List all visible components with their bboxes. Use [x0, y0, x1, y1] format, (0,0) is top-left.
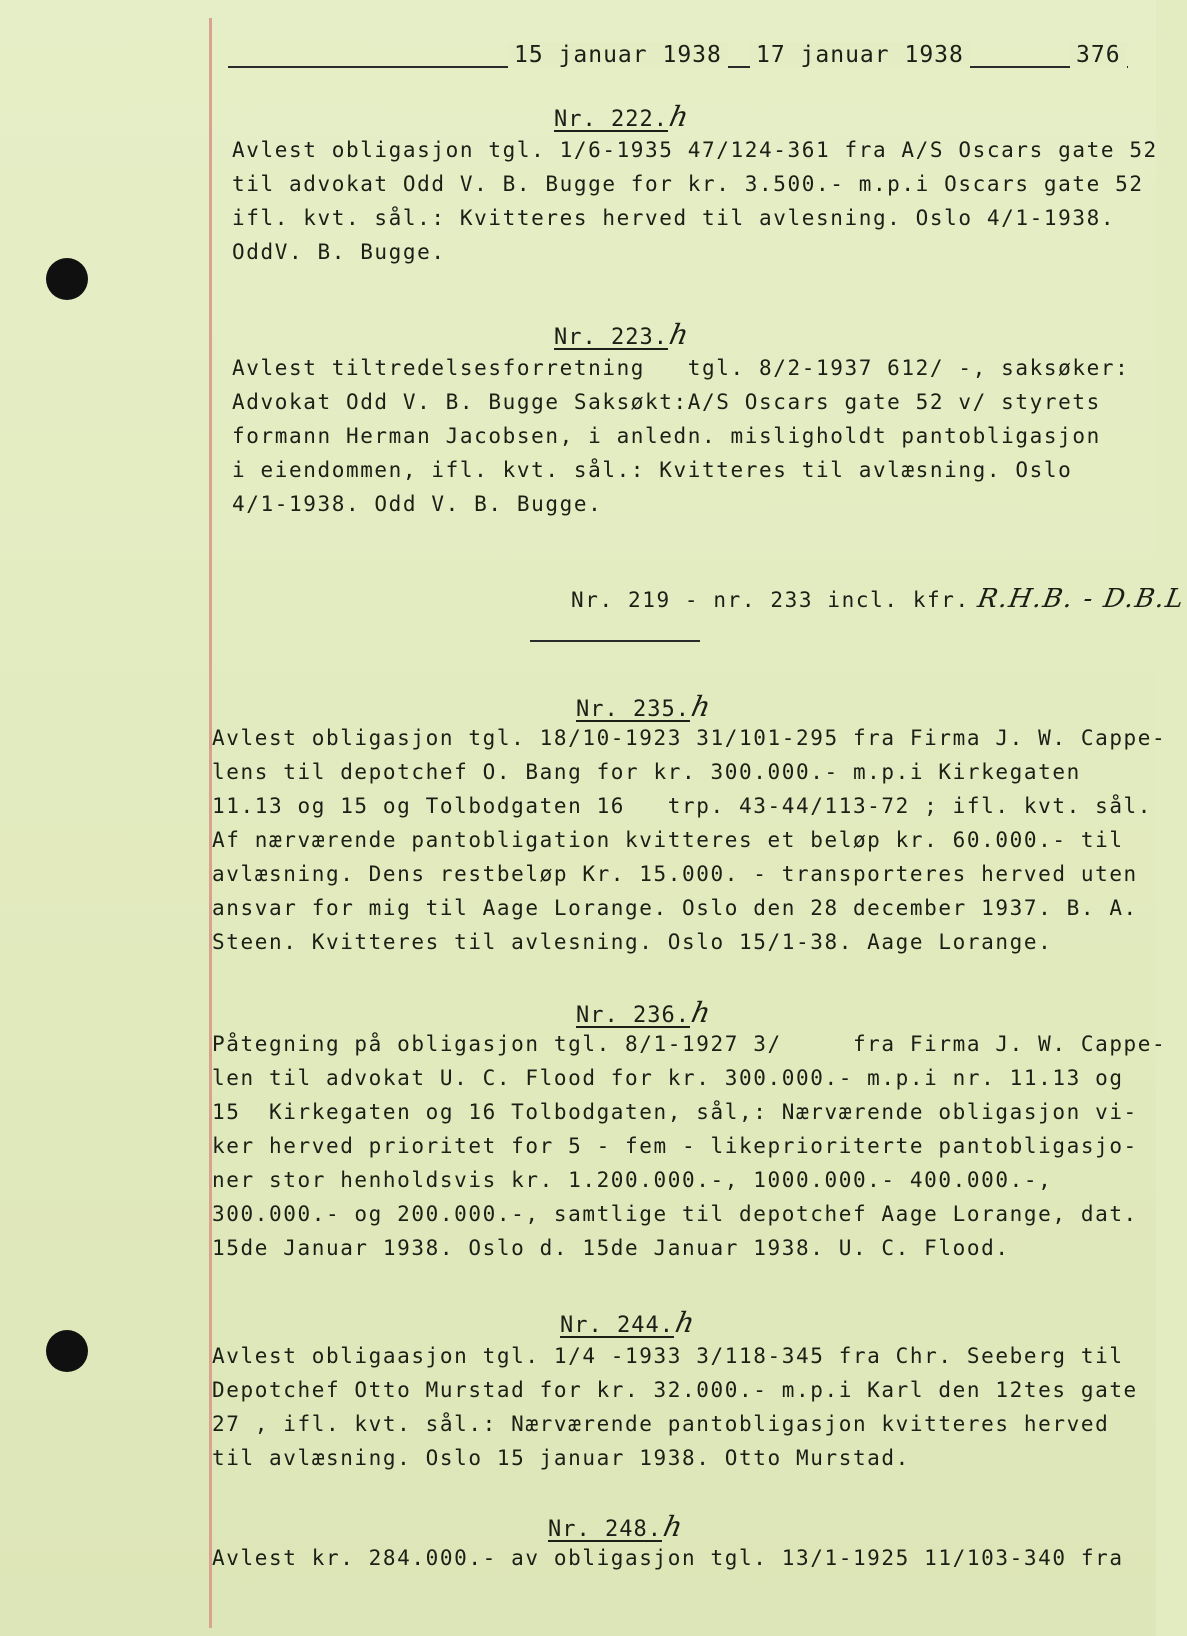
binder-hole-bottom	[46, 1330, 88, 1372]
entry-number-label: Nr. 236.	[576, 1003, 690, 1028]
entry-number	[576, 690, 715, 723]
entry-line: Avlest tiltredelsesforretning tgl. 8/2-1937 612/ -, saksøker:	[232, 356, 1130, 380]
entry-line: 300.000.- og 200.000.-, samtlige til depotchef Aage Lorange, dat.	[212, 1202, 1138, 1226]
entry-line: avlæsning. Dens restbeløp Kr. 15.000. - transporteres herved uten	[212, 862, 1138, 886]
entry-number	[576, 996, 715, 1029]
initials-mark: h	[672, 1306, 699, 1339]
initials-mark: h	[688, 996, 715, 1029]
entry-line: i eiendommen, ifl. kvt. sål.: Kvitteres til avlæsning. Oslo	[232, 458, 1073, 482]
entry-line: ansvar for mig til Aage Lorange. Oslo den 28 december 1937. B. A.	[212, 896, 1138, 920]
entry-line: len til advokat U. C. Flood for kr. 300.000.- m.p.i nr. 11.13 og	[212, 1066, 1124, 1090]
entry-line: OddV. B. Bugge.	[232, 240, 446, 264]
entry-number-label: Nr. 222.	[554, 107, 668, 132]
entry-number	[554, 318, 693, 351]
reference-note	[514, 560, 1187, 638]
entry-line: Depotchef Otto Murstad for kr. 32.000.- m.p.i Karl den 12tes gate	[212, 1378, 1138, 1402]
entry-number-label: Nr. 244.	[560, 1313, 674, 1338]
entry-number	[554, 100, 693, 133]
entry-line: ker herved prioritet for 5 - fem - likeprioriterte pantobligasjo-	[212, 1134, 1138, 1158]
entry-line: til advokat Odd V. B. Bugge for kr. 3.500.- m.p.i Oscars gate 52	[232, 172, 1144, 196]
handwritten-signature: R.H.B. - D.B.L	[975, 584, 1187, 614]
entry-number-label: Nr. 223.	[554, 325, 668, 350]
entry-line: Avlest kr. 284.000.- av obligasjon tgl. 13/1-1925 11/103-340 fra	[212, 1546, 1124, 1570]
entry-line: lens til depotchef O. Bang for kr. 300.000.- m.p.i Kirkegaten	[212, 760, 1081, 784]
header-date-left: 15 januar 1938	[508, 42, 728, 68]
entry-line: 11.13 og 15 og Tolbodgaten 16 trp. 43-44/113-72 ; ifl. kvt. sål.	[212, 794, 1153, 818]
entry-line: Avlest obligaasjon tgl. 1/4 -1933 3/118-345 fra Chr. Seeberg til	[212, 1344, 1124, 1368]
entry-line: Advokat Odd V. B. Bugge Saksøkt:A/S Oscars gate 52 v/ styrets	[232, 390, 1101, 414]
entry-number	[560, 1306, 699, 1339]
initials-mark: h	[660, 1510, 687, 1543]
entry-line: Steen. Kvitteres til avlesning. Oslo 15/1-38. Aage Lorange.	[212, 930, 1053, 954]
entry-line: Avlest obligasjon tgl. 1/6-1935 47/124-361 fra A/S Oscars gate 52	[232, 138, 1158, 162]
entry-number	[548, 1510, 687, 1543]
entry-line: 15de Januar 1938. Oslo d. 15de Januar 1938. U. C. Flood.	[212, 1236, 1010, 1260]
entry-line: ifl. kvt. sål.: Kvitteres herved til avlesning. Oslo 4/1-1938.	[232, 206, 1116, 230]
page-number: 376	[1070, 42, 1127, 68]
initials-mark: h	[666, 100, 693, 133]
initials-mark: h	[666, 318, 693, 351]
reference-note-text: Nr. 219 - nr. 233 incl. kfr.	[570, 588, 970, 612]
initials-mark: h	[688, 690, 715, 723]
header-date-right: 17 januar 1938	[750, 42, 970, 68]
entry-line: formann Herman Jacobsen, i anledn. misligholdt pantobligasjon	[232, 424, 1101, 448]
section-separator	[530, 640, 700, 642]
binder-hole-top	[46, 258, 88, 300]
entry-line: 27 , ifl. kvt. sål.: Nærværende pantobligasjon kvitteres herved	[212, 1412, 1110, 1436]
entry-line: ner stor henholdsvis kr. 1.200.000.-, 1000.000.- 400.000.-,	[212, 1168, 1053, 1192]
entry-line: 15 Kirkegaten og 16 Tolbodgaten, sål,: Nærværende obligasjon vi-	[212, 1100, 1138, 1124]
entry-number-label: Nr. 235.	[576, 697, 690, 722]
entry-line: til avlæsning. Oslo 15 januar 1938. Otto Murstad.	[212, 1446, 910, 1470]
entry-line: Påtegning på obligasjon tgl. 8/1-1927 3/ fra Firma J. W. Cappe-	[212, 1032, 1167, 1056]
entry-line: Af nærværende pantobligation kvitteres et beløp kr. 60.000.- til	[212, 828, 1124, 852]
entry-line: 4/1-1938. Odd V. B. Bugge.	[232, 492, 603, 516]
entry-number-label: Nr. 248.	[548, 1517, 662, 1542]
entry-line: Avlest obligasjon tgl. 18/10-1923 31/101-295 fra Firma J. W. Cappe-	[212, 726, 1167, 750]
